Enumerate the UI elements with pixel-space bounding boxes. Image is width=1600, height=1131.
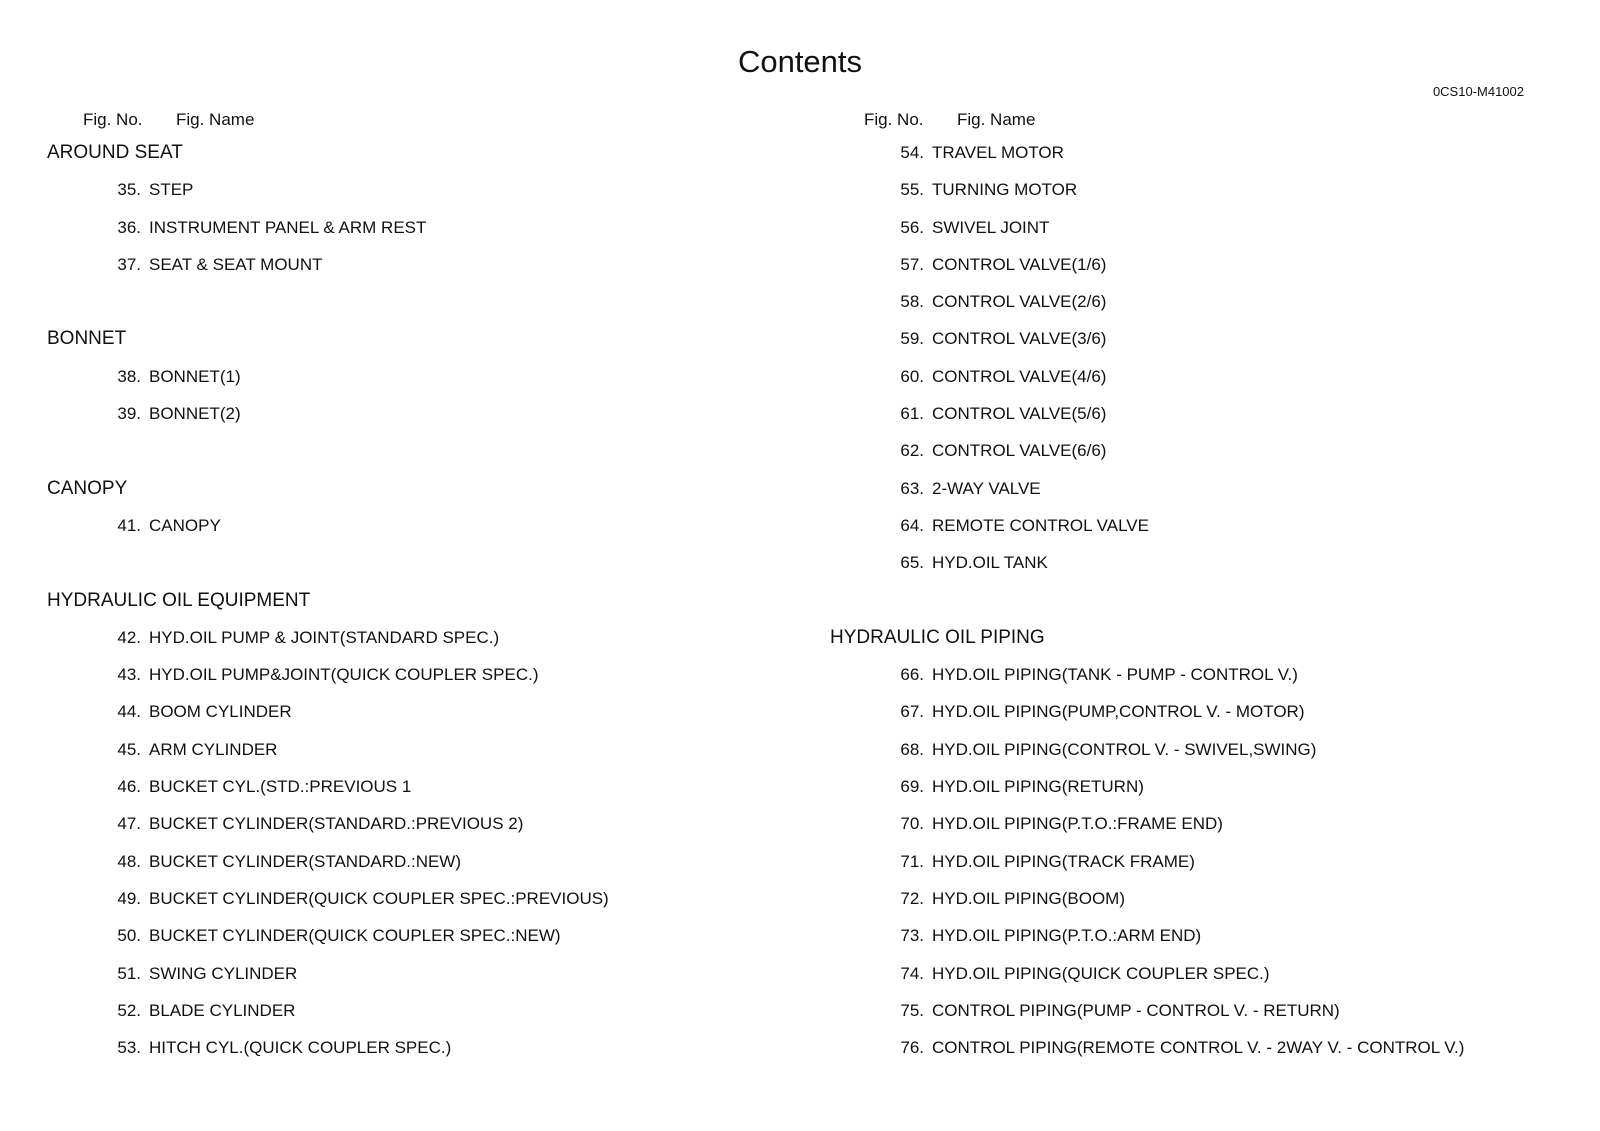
fig-name: BUCKET CYLINDER(QUICK COUPLER SPEC.:PREVIOUS)	[149, 888, 609, 908]
fig-number: 63.	[900, 478, 924, 498]
fig-name: CONTROL VALVE(5/6)	[932, 404, 1107, 424]
fig-number: 39.	[117, 404, 141, 424]
fig-number: 60.	[900, 366, 924, 386]
fig-name: CONTROL VALVE(4/6)	[932, 366, 1107, 386]
contents-entry[interactable]	[830, 510, 1570, 547]
fig-name: HYD.OIL PIPING(TRACK FRAME)	[932, 851, 1195, 871]
fig-name: ARM CYLINDER	[149, 739, 278, 759]
fig-number: 71.	[900, 851, 924, 871]
contents-entry[interactable]	[47, 398, 787, 435]
fig-number: 67.	[900, 702, 924, 722]
fig-name: HYD.OIL PIPING(P.T.O.:FRAME END)	[932, 814, 1223, 834]
contents-entry[interactable]	[830, 137, 1570, 174]
fig-number: 66.	[900, 665, 924, 685]
contents-entry[interactable]	[830, 212, 1570, 249]
page-title: Contents	[737, 44, 863, 79]
section-title: BONNET	[47, 328, 127, 350]
fig-number: 47.	[117, 814, 141, 834]
fig-name: BLADE CYLINDER	[149, 1000, 296, 1020]
fig-name: BUCKET CYLINDER(STANDARD.:PREVIOUS 2)	[149, 814, 524, 834]
fig-name: REMOTE CONTROL VALVE	[932, 515, 1149, 535]
fig-number: 53.	[117, 1038, 141, 1058]
contents-entry[interactable]	[47, 920, 787, 957]
contents-entry[interactable]	[830, 286, 1570, 323]
contents-entry[interactable]	[830, 808, 1570, 845]
fig-name: HYD.OIL PIPING(TANK - PUMP - CONTROL V.)	[932, 665, 1298, 685]
contents-entry[interactable]	[830, 323, 1570, 360]
fig-name: HITCH CYL.(QUICK COUPLER SPEC.)	[149, 1038, 452, 1058]
section-title: HYDRAULIC OIL EQUIPMENT	[47, 589, 311, 611]
fig-name: CONTROL VALVE(3/6)	[932, 329, 1107, 349]
contents-entry[interactable]	[830, 734, 1570, 771]
fig-name: 2-WAY VALVE	[932, 478, 1041, 498]
contents-entry[interactable]	[47, 510, 787, 547]
fig-number: 36.	[117, 217, 141, 237]
fig-number: 72.	[900, 888, 924, 908]
contents-entry[interactable]	[830, 174, 1570, 211]
fig-no-header: Fig. No.	[83, 110, 143, 129]
contents-entry[interactable]	[830, 547, 1570, 584]
contents-entry[interactable]	[47, 995, 787, 1032]
right-contents-column	[830, 137, 1570, 1069]
contents-entry[interactable]	[47, 174, 787, 211]
fig-number: 51.	[117, 963, 141, 983]
fig-number: 43.	[117, 665, 141, 685]
fig-number: 62.	[900, 441, 924, 461]
fig-name: HYD.OIL PIPING(QUICK COUPLER SPEC.)	[932, 963, 1270, 983]
contents-entry[interactable]	[47, 808, 787, 845]
contents-entry[interactable]	[830, 883, 1570, 920]
fig-name: CONTROL PIPING(PUMP - CONTROL V. - RETURN)	[932, 1000, 1340, 1020]
section-spacer	[47, 286, 787, 323]
fig-number: 38.	[117, 366, 141, 386]
fig-name: BUCKET CYLINDER(STANDARD.:NEW)	[149, 851, 462, 871]
contents-entry[interactable]	[830, 361, 1570, 398]
contents-entry[interactable]	[830, 920, 1570, 957]
section-title: AROUND SEAT	[47, 142, 183, 163]
contents-entry[interactable]	[47, 771, 787, 808]
fig-number: 37.	[117, 254, 141, 274]
fig-number: 41.	[117, 515, 141, 535]
fig-number: 54.	[900, 143, 924, 162]
fig-name: HYD.OIL PIPING(BOOM)	[932, 888, 1126, 908]
fig-number: 57.	[900, 254, 924, 274]
contents-entry[interactable]	[830, 659, 1570, 696]
contents-entry[interactable]	[47, 958, 787, 995]
section-spacer	[47, 547, 787, 584]
contents-entry[interactable]	[830, 1032, 1570, 1069]
section-title: CANOPY	[47, 477, 128, 499]
contents-entry[interactable]	[47, 696, 787, 733]
fig-name: HYD.OIL PIPING(PUMP,CONTROL V. - MOTOR)	[932, 702, 1305, 722]
fig-name: STEP	[149, 180, 194, 200]
fig-name: SWIVEL JOINT	[932, 217, 1050, 237]
section-title: HYDRAULIC OIL PIPING	[830, 626, 1045, 648]
fig-number: 75.	[900, 1000, 924, 1020]
fig-number: 65.	[900, 553, 924, 573]
fig-name: HYD.OIL PIPING(RETURN)	[932, 777, 1144, 797]
fig-name-header: Fig. Name	[957, 110, 1036, 129]
fig-name: CANOPY	[149, 515, 221, 535]
contents-entry[interactable]	[47, 622, 787, 659]
fig-name: INSTRUMENT PANEL & ARM REST	[149, 217, 427, 237]
contents-entry[interactable]	[830, 398, 1570, 435]
contents-entry[interactable]	[47, 659, 787, 696]
fig-number: 35.	[117, 180, 141, 200]
fig-name: CONTROL PIPING(REMOTE CONTROL V. - 2WAY V. - CONTROL V.)	[932, 1038, 1465, 1058]
contents-entry[interactable]	[830, 696, 1570, 733]
fig-number: 74.	[900, 963, 924, 983]
contents-entry[interactable]	[830, 249, 1570, 286]
fig-number: 42.	[117, 627, 141, 647]
fig-name: CONTROL VALVE(2/6)	[932, 292, 1107, 312]
fig-no-header: Fig. No.	[864, 110, 924, 129]
contents-entry[interactable]	[47, 212, 787, 249]
contents-entry[interactable]	[47, 846, 787, 883]
fig-number: 76.	[900, 1038, 924, 1058]
fig-number: 70.	[900, 814, 924, 834]
contents-entry[interactable]	[830, 846, 1570, 883]
fig-number: 50.	[117, 926, 141, 946]
contents-entry[interactable]	[830, 473, 1570, 510]
contents-entry[interactable]	[47, 249, 787, 286]
fig-number: 45.	[117, 739, 141, 759]
fig-name: TRAVEL MOTOR	[932, 143, 1064, 162]
contents-entry[interactable]	[47, 734, 787, 771]
fig-name: HYD.OIL PIPING(CONTROL V. - SWIVEL,SWING)	[932, 739, 1317, 759]
fig-name-header: Fig. Name	[176, 110, 255, 129]
contents-entry[interactable]	[830, 771, 1570, 808]
section-spacer	[47, 435, 787, 472]
fig-name: CONTROL VALVE(6/6)	[932, 441, 1107, 461]
fig-number: 44.	[117, 702, 141, 722]
contents-entry[interactable]	[47, 883, 787, 920]
fig-name: BUCKET CYL.(STD.:PREVIOUS 1	[149, 777, 412, 797]
fig-name: BOOM CYLINDER	[149, 702, 292, 722]
fig-name: HYD.OIL PUMP&JOINT(QUICK COUPLER SPEC.)	[149, 665, 539, 685]
contents-entry[interactable]	[47, 361, 787, 398]
fig-name: BONNET(1)	[149, 366, 241, 386]
contents-entry[interactable]	[47, 1032, 787, 1069]
fig-name: HYD.OIL TANK	[932, 553, 1048, 573]
fig-number: 49.	[117, 888, 141, 908]
fig-number: 48.	[117, 851, 141, 871]
contents-entry[interactable]	[830, 435, 1570, 472]
fig-number: 68.	[900, 739, 924, 759]
fig-name: SEAT & SEAT MOUNT	[149, 254, 323, 274]
fig-name: TURNING MOTOR	[932, 180, 1078, 200]
fig-number: 46.	[117, 777, 141, 797]
fig-number: 73.	[900, 926, 924, 946]
fig-number: 52.	[117, 1000, 141, 1020]
fig-name: HYD.OIL PUMP & JOINT(STANDARD SPEC.)	[149, 627, 500, 647]
fig-number: 59.	[900, 329, 924, 349]
fig-name: BONNET(2)	[149, 404, 241, 424]
fig-name: BUCKET CYLINDER(QUICK COUPLER SPEC.:NEW)	[149, 926, 561, 946]
fig-number: 61.	[900, 404, 924, 424]
fig-number: 64.	[900, 515, 924, 535]
fig-name: CONTROL VALVE(1/6)	[932, 254, 1107, 274]
left-contents-column	[47, 137, 787, 1069]
fig-name: HYD.OIL PIPING(P.T.O.:ARM END)	[932, 926, 1202, 946]
fig-number: 69.	[900, 777, 924, 797]
contents-entry[interactable]	[830, 995, 1570, 1032]
contents-entry[interactable]	[830, 958, 1570, 995]
fig-number: 58.	[900, 292, 924, 312]
document-code: 0CS10-M41002	[1432, 84, 1524, 99]
section-spacer	[830, 585, 1570, 622]
fig-number: 56.	[900, 217, 924, 237]
fig-number: 55.	[900, 180, 924, 200]
fig-name: SWING CYLINDER	[149, 963, 298, 983]
